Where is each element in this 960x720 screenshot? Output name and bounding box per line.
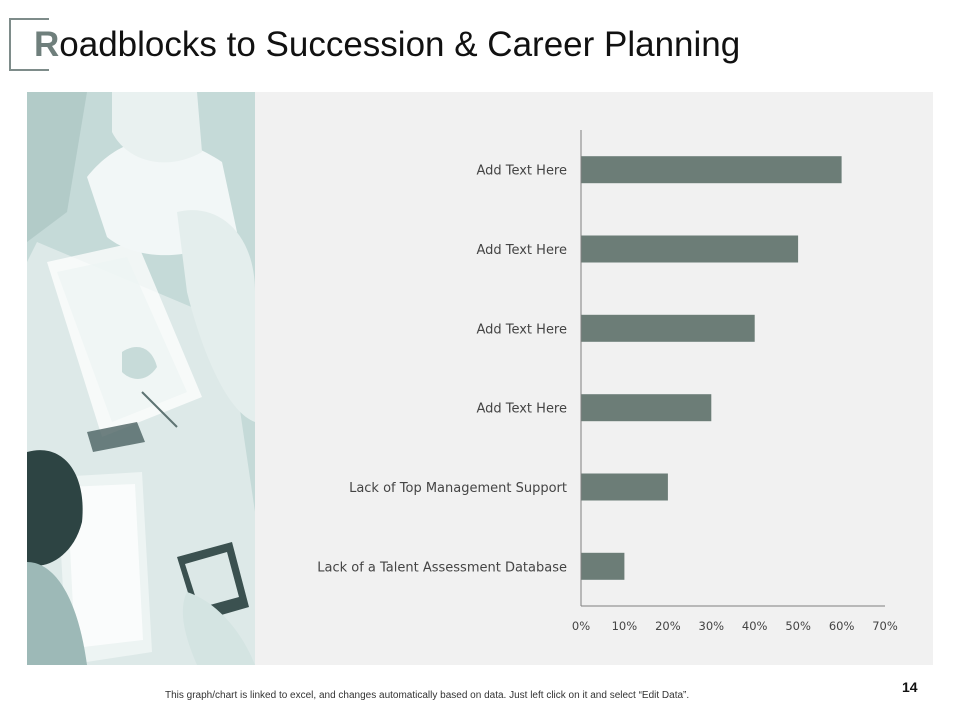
bar (581, 315, 755, 342)
category-label: Add Text Here (476, 243, 567, 258)
x-tick-label: 20% (655, 619, 681, 633)
bar (581, 236, 798, 263)
bar (581, 156, 842, 183)
x-tick-label: 10% (611, 619, 638, 633)
category-label: Add Text Here (476, 322, 567, 338)
category-label: Add Text Here (476, 401, 567, 417)
x-tick-label: 30% (698, 619, 725, 633)
x-tick-label: 0% (571, 619, 591, 633)
bar-chart (255, 92, 933, 665)
bar (581, 394, 711, 421)
title-text: oadblocks to Succession & Career Planning (59, 25, 741, 64)
bar (581, 553, 624, 580)
footer-note: This graph/chart is linked to excel, and changes automatically based on data. Just left click on it and select “Edit Data”. (165, 690, 690, 701)
page-title (34, 20, 740, 70)
chart-panel (255, 92, 933, 665)
x-tick-label: 40% (741, 619, 768, 633)
category-label: Add Text Here (476, 163, 567, 179)
meeting-photo (27, 92, 255, 665)
x-tick-label: 60% (828, 619, 855, 633)
meeting-photo-illustration (27, 92, 255, 665)
page-number: 14 (902, 679, 918, 695)
category-label: Lack of Top Management Support (349, 481, 567, 496)
x-tick-label: 70% (872, 619, 898, 633)
x-tick-label: 50% (785, 619, 811, 633)
category-label: Lack of a Talent Assessment Database (317, 560, 567, 576)
title-first-letter: R (34, 25, 60, 64)
bar (581, 474, 668, 501)
